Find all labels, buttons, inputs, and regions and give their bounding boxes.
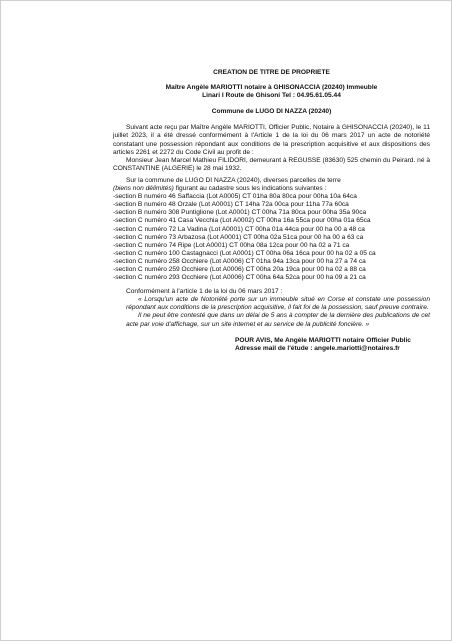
- parcel-list: [113, 193, 430, 282]
- parcels-intro-rest: figurant au cadastre sous les indications suivantes :: [175, 185, 327, 193]
- signature-line-1: POUR AVIS, Me Angèle MARIOTTI notaire Officier Public: [235, 336, 411, 344]
- parcel-item: -section C numéro 258 Occhiere (Lot A0006) CT 01ha 94a 13ca pour 00 ha 27 a 74 ca: [113, 257, 366, 265]
- law-reference: Conformément à l'article 1 de la loi du 06 mars 2017 :: [126, 288, 283, 296]
- law-quote-paragraph-2: Il ne peut être contesté que dans un délai de 5 ans à compter de la dernière des publications de cet acte par voie d'affichage, sur un site internet et au service de la publicité foncière. »: [126, 312, 430, 328]
- parcel-item: -section B numéro 308 Puntiglione (Lot A0001) CT 00ha 71a 80ca pour 00ha 35a 90ca: [113, 209, 367, 217]
- parcel-item: -section C numéro 72 La Vadina (Lot A0001) CT 00ha 01a 44ca pour 00 ha 00 a 48 ca: [113, 225, 365, 233]
- notary-line-1: Maître Angèle MARIOTTI notaire à GHISONACCIA (20240) Immeuble: [165, 84, 378, 92]
- parcels-intro-italic: (biens non délimités): [113, 185, 174, 193]
- signature-email: Adresse mail de l'étude : angele.mariotti@notaires.fr: [235, 344, 400, 352]
- notary-line-2: Linari I Route de Ghisoni Tel : 04.95.61.05.44: [202, 92, 341, 100]
- parcel-item: -section C numéro 293 Occhiere (Lot A0006) CT 00ha 64a 52ca pour 00 ha 09 a 21 ca: [113, 274, 366, 282]
- parcel-item: -section B numéro 46 Saffaccia (Lot A0005) CT 01ha 80a 80ca pour 00ha 10a 64ca: [113, 193, 357, 201]
- parcels-intro: [113, 177, 430, 185]
- commune-heading: Commune de LUGO DI NAZZA (20240): [211, 108, 332, 116]
- parcels-intro-text: Sur la commune de LUGO DI NAZZA (20240), diverses parcelles de terre: [126, 176, 341, 184]
- signature-block: [235, 337, 430, 353]
- parcel-item: -section C numéro 100 Castagnacci (Lot A0001) CT 00ha 06a 16ca pour 00 ha 02 a 05 ca: [113, 249, 376, 257]
- notice-title: CREATION DE TITRE DE PROPRIETE: [213, 69, 330, 76]
- parcel-item: -section C numéro 74 Ripe (Lot A0001) CT 00ha 08a 12ca pour 00 ha 02 a 71 ca: [113, 241, 350, 249]
- deed-paragraph: Suivant acte reçu par Maître Angèle MARIOTTI, Officier Public, Notaire à GHISONACCIA (20240), le 11 juillet 2023, il a été dressé conformément à l'Article 1 de la loi du 06 mars 2017 un acte de notoriété constatant une possession répondant aux conditions de la prescription acquisitive et aux dispositions des articles 2261 et 2272 du Code Civil au profit de :: [113, 124, 430, 156]
- parcels-intro-line-2: [113, 185, 430, 193]
- parcel-item: -section C numéro 41 Casa Vecchia (Lot A0002) CT 00ha 16a 55ca pour 00ha 01a 65ca: [113, 217, 371, 225]
- parcel-item: -section C numéro 259 Occhiere (Lot A0006) CT 00ha 20a 19ca pour 00 ha 02 a 88 ca: [113, 265, 366, 273]
- parcel-item: -section B numéro 48 Orzale (Lot A0001) CT 14ha 72a 00ca pour 11ha 77a 60ca: [113, 201, 349, 209]
- law-quote: [113, 296, 430, 328]
- notary-header: [113, 84, 430, 100]
- law-quote-paragraph-1: « Lorsqu'un acte de Notoriété porte sur un immeuble situé en Corse et constate une possession répondant aux conditions de la prescription acquisitive, il fait foi de la possession, sauf preuve contraire.: [126, 296, 430, 312]
- beneficiary-paragraph: Monsieur Jean Marcel Mathieu FILIDORI, demeurant à REGUSSE (83630) 525 chemin du Peirard. né à CONSTANTINE (ALGERIE) le 28 mai 1932.: [113, 156, 430, 172]
- notice-content: [113, 69, 430, 353]
- parcel-item: -section C numéro 73 Arbazosa (Lot A0001) CT 00ha 02a 51ca pour 00 ha 00 a 63 ca: [113, 233, 364, 241]
